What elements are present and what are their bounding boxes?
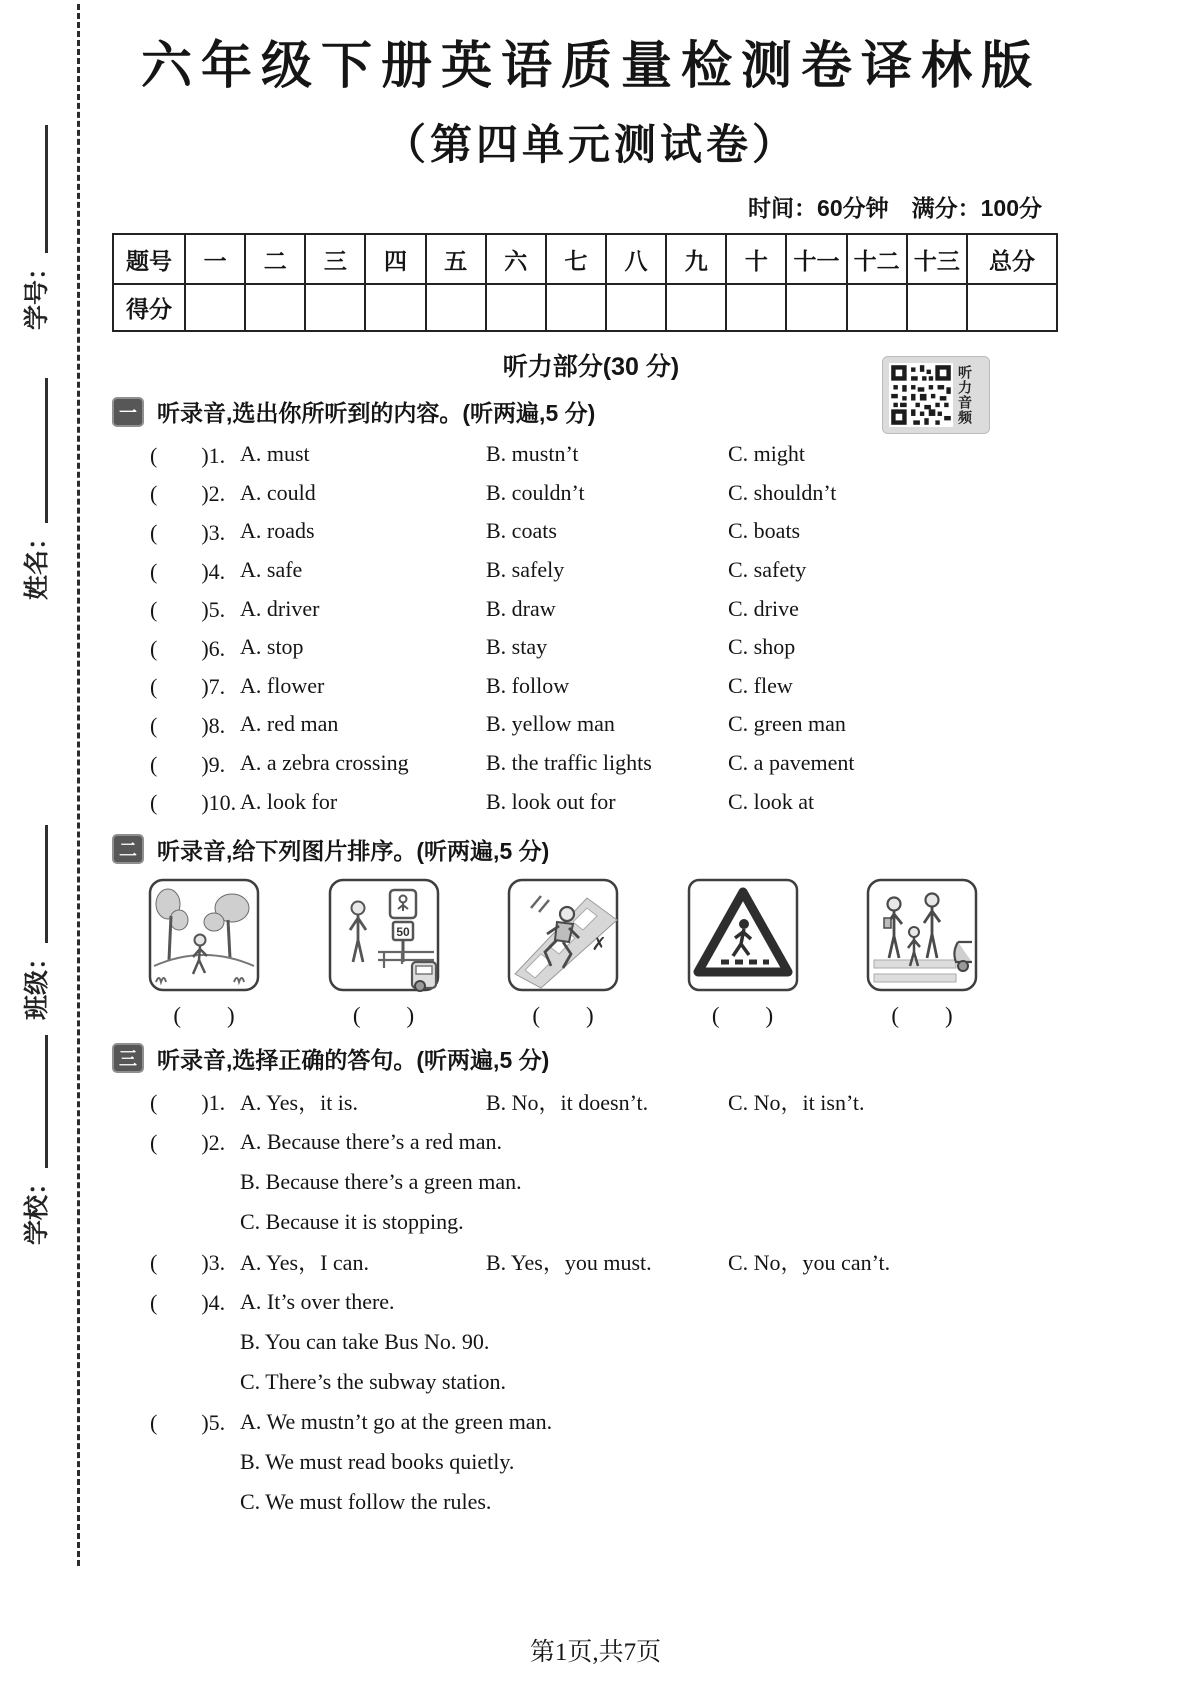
page-title: 六年级下册英语质量检测卷译林版 xyxy=(140,39,1041,95)
score-cell xyxy=(606,284,666,331)
seal-field-name xyxy=(15,378,57,600)
wrong-mark: ✗ xyxy=(591,933,607,954)
question-continuation xyxy=(112,1322,1070,1362)
option-b: B. couldn’t xyxy=(486,479,585,505)
option-c: C. shouldn’t xyxy=(728,479,837,505)
score-cell xyxy=(666,284,726,331)
section2-header xyxy=(112,833,1070,866)
seal-field-student-number xyxy=(15,125,57,330)
option-a: A. a zebra crossing xyxy=(240,750,409,776)
section3-questions xyxy=(112,1082,1070,1522)
page-number: 第1页,共7页 xyxy=(529,1639,662,1666)
question-row xyxy=(112,474,1070,513)
option-b: B. draw xyxy=(486,595,556,621)
option-a: A. look for xyxy=(240,788,338,814)
question-row xyxy=(112,705,1070,744)
section3-badge: 三 xyxy=(112,1043,144,1073)
option-c: C. look at xyxy=(728,788,815,814)
family-crossing-image xyxy=(866,878,978,992)
picture-item xyxy=(687,878,799,1030)
question-row xyxy=(112,512,1070,551)
listening-section-heading: 听力部分(30 分) xyxy=(502,353,680,381)
picture-answer-bracket: ( ) xyxy=(352,1002,415,1028)
col-6: 六 xyxy=(486,234,546,284)
page-subtitle: （第四单元测试卷） xyxy=(383,123,798,169)
student-number-label: 学号： xyxy=(23,254,51,330)
answer-bracket: ( )1. xyxy=(150,442,226,468)
option-a: A. flower xyxy=(240,672,325,698)
option-c: C. drive xyxy=(728,595,799,621)
option-a: A. Because there’s a red man. xyxy=(240,1128,503,1154)
col-13: 十三 xyxy=(907,234,967,284)
option-a: A. driver xyxy=(240,595,320,621)
crossing-warning-sign-image xyxy=(687,878,799,992)
col-12: 十二 xyxy=(847,234,907,284)
section1-questions xyxy=(112,435,1070,821)
section2-title: 听录音,给下列图片排序。(听两遍,5 分) xyxy=(157,837,550,864)
section3-title: 听录音,选择正确的答句。(听两遍,5 分) xyxy=(157,1046,550,1073)
score-cell xyxy=(245,284,305,331)
option-a: A. could xyxy=(240,479,316,505)
question-number-header: 题号 xyxy=(113,234,185,284)
option-c: C. might xyxy=(728,441,806,467)
option-b: B. You can take Bus No. 90. xyxy=(240,1328,490,1354)
score-cell xyxy=(786,284,846,331)
question-row xyxy=(112,589,1070,628)
option-a: A. Yes，I can. xyxy=(240,1250,369,1276)
park-walk-image xyxy=(148,878,260,992)
col-4: 四 xyxy=(365,234,425,284)
question-row xyxy=(112,628,1070,667)
question-continuation xyxy=(112,1162,1070,1202)
picture-item xyxy=(866,878,978,1030)
countdown-sign-text: 50 xyxy=(395,924,410,939)
option-c: C. shop xyxy=(728,634,796,660)
picture-item xyxy=(507,878,619,1030)
score-cell xyxy=(426,284,486,331)
col-9: 九 xyxy=(666,234,726,284)
answer-bracket: ( )3. xyxy=(150,519,226,545)
score-cell xyxy=(365,284,425,331)
picture-answer-bracket: ( ) xyxy=(891,1002,953,1028)
question-row xyxy=(112,435,1070,474)
score-cell xyxy=(546,284,606,331)
col-5: 五 xyxy=(426,234,486,284)
option-a: A. stop xyxy=(240,634,304,660)
question-row xyxy=(112,1282,1070,1322)
listening-audio-qr xyxy=(882,356,990,434)
answer-bracket: ( )7. xyxy=(150,674,226,700)
option-b: B. the traffic lights xyxy=(486,750,652,776)
option-b: B. look out for xyxy=(486,788,616,814)
option-c: C. flew xyxy=(728,672,793,698)
score-cell xyxy=(847,284,907,331)
picture-item xyxy=(328,878,440,1030)
score-cell xyxy=(486,284,546,331)
option-b: B. Because there’s a green man. xyxy=(240,1168,522,1194)
option-a: A. must xyxy=(240,441,310,467)
option-a: A. It’s over there. xyxy=(240,1288,395,1314)
score-cell xyxy=(305,284,365,331)
student-number-blank xyxy=(45,125,48,253)
col-3: 三 xyxy=(305,234,365,284)
time-and-score: 时间：60分钟 满分：100分 xyxy=(748,195,1042,221)
question-continuation xyxy=(112,1362,1070,1402)
answer-bracket: ( )2. xyxy=(150,1130,226,1156)
name-blank xyxy=(45,378,48,523)
section2-badge: 二 xyxy=(112,834,144,864)
col-1: 一 xyxy=(185,234,245,284)
score-header: 得分 xyxy=(113,284,185,331)
answer-bracket: ( )5. xyxy=(150,597,226,623)
option-c: C. a pavement xyxy=(728,750,855,776)
option-b: B. coats xyxy=(486,518,557,544)
option-a: A. roads xyxy=(240,518,315,544)
option-c: C. No，it isn’t. xyxy=(728,1090,865,1116)
school-blank xyxy=(45,1035,48,1168)
col-7: 七 xyxy=(546,234,606,284)
picture-item xyxy=(148,878,260,1030)
answer-bracket: ( )3. xyxy=(150,1250,226,1276)
option-a: A. Yes，it is. xyxy=(240,1090,358,1116)
name-label: 姓名： xyxy=(23,524,51,600)
score-table xyxy=(112,233,1058,332)
option-c: C. boats xyxy=(728,518,801,544)
picture-answer-bracket: ( ) xyxy=(173,1002,235,1028)
answer-bracket: ( )6. xyxy=(150,635,226,661)
seal-field-school xyxy=(15,1035,57,1245)
question-row xyxy=(112,551,1070,590)
class-label: 班级： xyxy=(23,944,51,1020)
score-cell xyxy=(185,284,245,331)
col-10: 十 xyxy=(726,234,786,284)
question-continuation xyxy=(112,1442,1070,1482)
signal-countdown-bus-image xyxy=(328,878,440,992)
option-b: B. stay xyxy=(486,634,548,660)
school-label: 学校： xyxy=(23,1169,51,1245)
option-c: C. green man xyxy=(728,711,846,737)
option-b: B. safely xyxy=(486,557,565,583)
option-a: A. safe xyxy=(240,557,303,583)
option-b: B. We must read books quietly. xyxy=(240,1448,515,1474)
section1-title: 听录音,选出你所听到的内容。(听两遍,5 分) xyxy=(157,400,596,426)
option-c: C. There’s the subway station. xyxy=(240,1368,506,1394)
option-c: C. We must follow the rules. xyxy=(240,1488,492,1514)
col-2: 二 xyxy=(245,234,305,284)
score-cell xyxy=(907,284,967,331)
answer-bracket: ( )4. xyxy=(150,1290,226,1316)
answer-bracket: ( )2. xyxy=(150,481,226,507)
total-score-header: 总分 xyxy=(967,234,1057,284)
option-c: C. Because it is stopping. xyxy=(240,1208,464,1234)
score-table-header-row xyxy=(113,234,1057,284)
answer-bracket: ( )5. xyxy=(150,1410,226,1436)
question-row xyxy=(112,782,1070,821)
question-continuation xyxy=(112,1202,1070,1242)
answer-bracket: ( )1. xyxy=(150,1090,226,1116)
seal-dashed-line xyxy=(77,4,80,1566)
qr-caption: 听力音频 xyxy=(957,365,973,425)
option-b: B. mustn’t xyxy=(486,441,579,467)
total-score-cell xyxy=(967,284,1057,331)
option-b: B. yellow man xyxy=(486,711,615,737)
col-8: 八 xyxy=(606,234,666,284)
qr-code-icon xyxy=(889,363,953,427)
section1-badge: 一 xyxy=(112,397,144,427)
running-across-crossing-image xyxy=(507,878,619,992)
question-row xyxy=(112,667,1070,706)
question-continuation xyxy=(112,1482,1070,1522)
answer-bracket: ( )8. xyxy=(150,712,226,738)
question-row xyxy=(112,1122,1070,1162)
answer-bracket: ( )10. xyxy=(150,790,237,816)
score-cell xyxy=(726,284,786,331)
option-b: B. No，it doesn’t. xyxy=(486,1090,649,1116)
option-a: A. red man xyxy=(240,711,339,737)
class-blank xyxy=(45,825,48,943)
question-row xyxy=(112,1082,1070,1122)
answer-bracket: ( )4. xyxy=(150,558,226,584)
question-row xyxy=(112,1242,1070,1282)
option-a: A. We mustn’t go at the green man. xyxy=(240,1408,553,1434)
option-c: C. safety xyxy=(728,557,807,583)
section3-header xyxy=(112,1042,1070,1075)
col-11: 十一 xyxy=(786,234,846,284)
section2-pictures xyxy=(112,878,978,1030)
seal-field-class xyxy=(15,825,57,1020)
question-row xyxy=(112,744,1070,783)
question-row xyxy=(112,1402,1070,1442)
option-c: C. No，you can’t. xyxy=(728,1250,891,1276)
picture-answer-bracket: ( ) xyxy=(532,1002,594,1028)
option-b: B. follow xyxy=(486,672,570,698)
score-table-score-row xyxy=(113,284,1057,331)
option-b: B. Yes，you must. xyxy=(486,1250,652,1276)
answer-bracket: ( )9. xyxy=(150,751,226,777)
picture-answer-bracket: ( ) xyxy=(711,1002,774,1028)
